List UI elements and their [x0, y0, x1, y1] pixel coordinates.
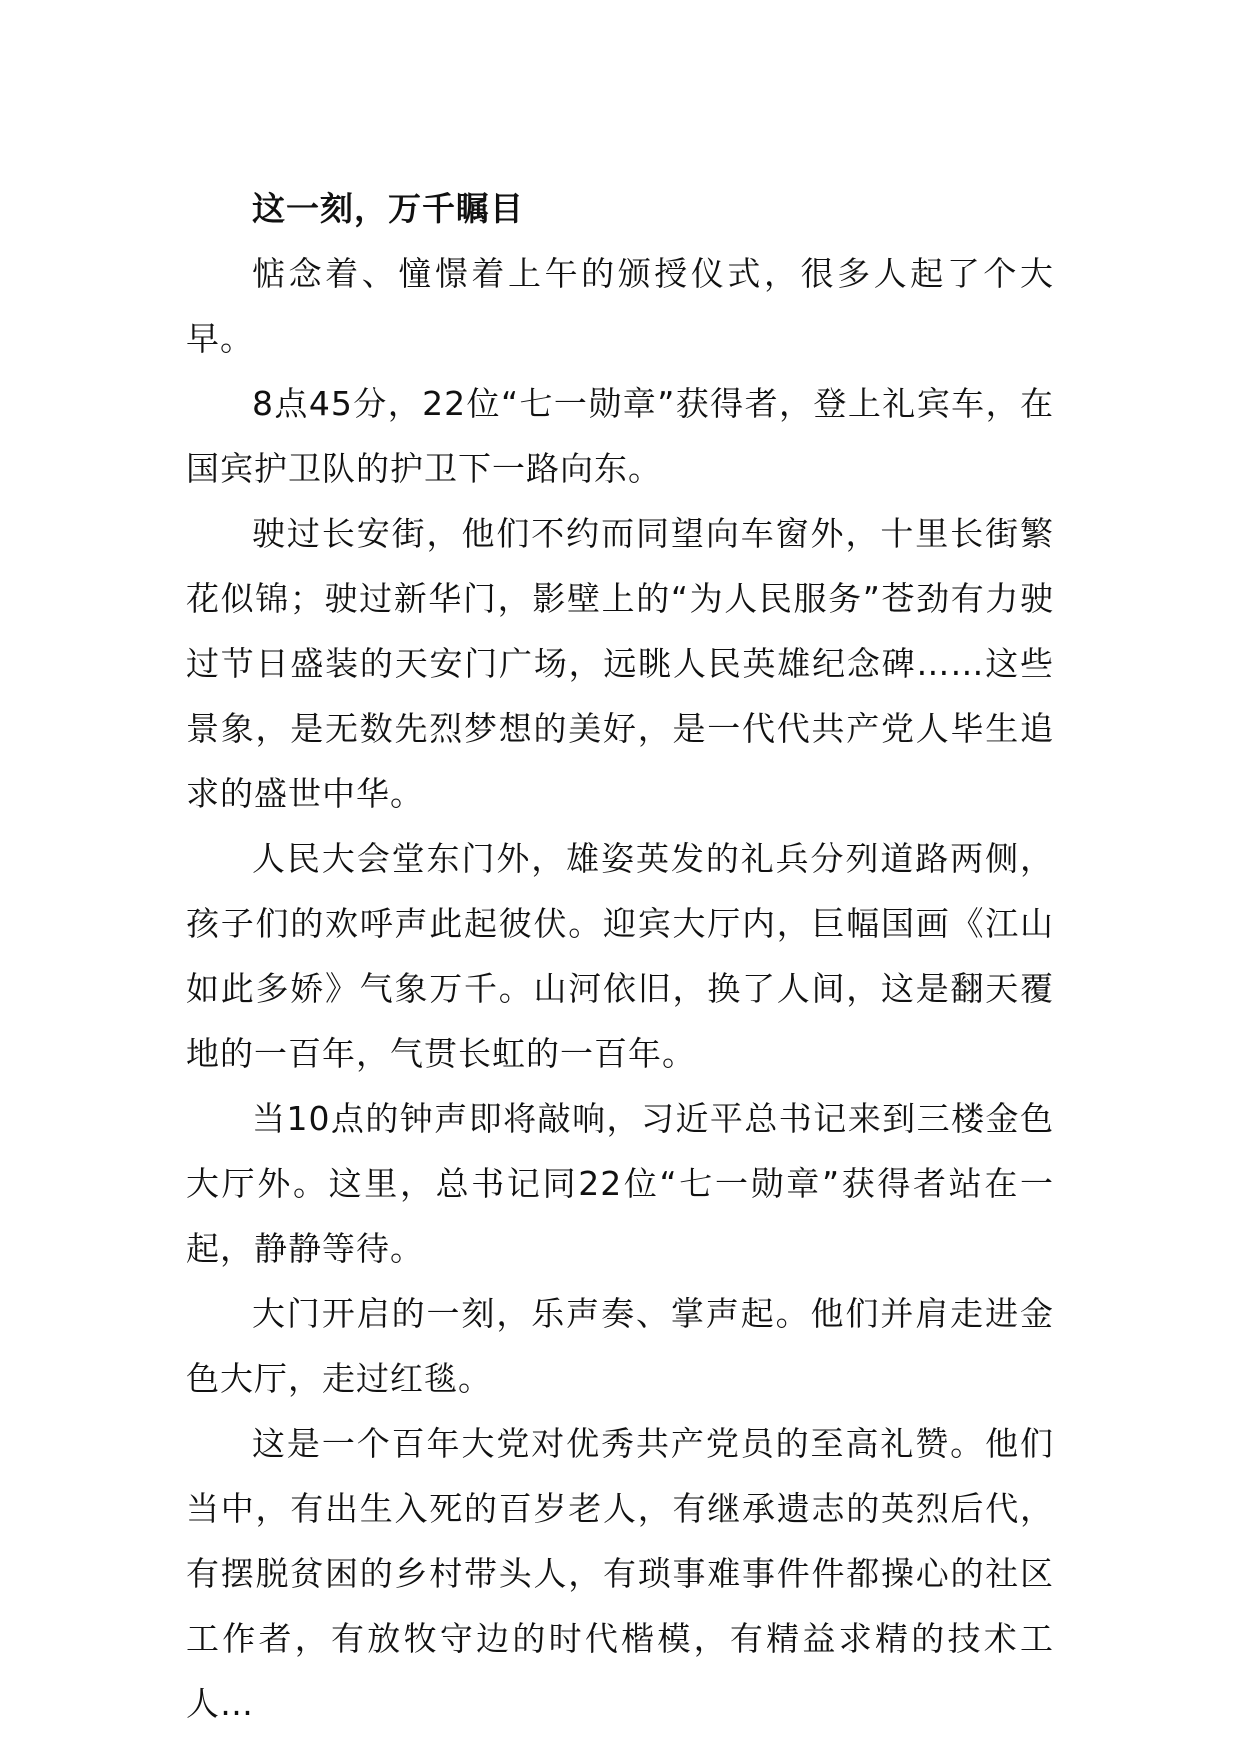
paragraph-1: 惦念着、憧憬着上午的颁授仪式，很多人起了个大早。 — [186, 254, 1054, 358]
paragraph-3: 驶过长安街，他们不约而同望向车窗外，十里长街繁花似锦；驶过新华门，影壁上的“为人民服务”苍劲有力驶过节日盛装的天安门广场，远眺人民英雄纪念碑……这些景象，是无数先烈梦想的美好，是一代代共产党人毕生追求的盛世中华。 — [186, 514, 1054, 813]
paragraph-7: 这是一个百年大党对优秀共产党员的至高礼赞。他们当中，有出生入死的百岁老人，有继承遗志的英烈后代，有摆脱贫困的乡村带头人，有琐事难事件件都操心的社区工作者，有放牧守边的时代楷模，有精益求精的技术工人… — [186, 1424, 1054, 1723]
paragraph-2: 8点45分，22位“七一勋章”获得者，登上礼宾车，在国宾护卫队的护卫下一路向东。 — [186, 384, 1054, 488]
section-heading: 这一刻，万千瞩目 — [252, 189, 524, 228]
paragraph-4: 人民大会堂东门外，雄姿英发的礼兵分列道路两侧，孩子们的欢呼声此起彼伏。迎宾大厅内，巨幅国画《江山如此多娇》气象万千。山河依旧，换了人间，这是翻天覆地的一百年，气贯长虹的一百年。 — [186, 839, 1054, 1073]
document-body — [186, 176, 1054, 1736]
paragraph-5: 当10点的钟声即将敲响，习近平总书记来到三楼金色大厅外。这里，总书记同22位“七一勋章”获得者站在一起，静静等待。 — [186, 1099, 1054, 1268]
paragraph-6: 大门开启的一刻，乐声奏、掌声起。他们并肩走进金色大厅，走过红毯。 — [186, 1294, 1054, 1398]
